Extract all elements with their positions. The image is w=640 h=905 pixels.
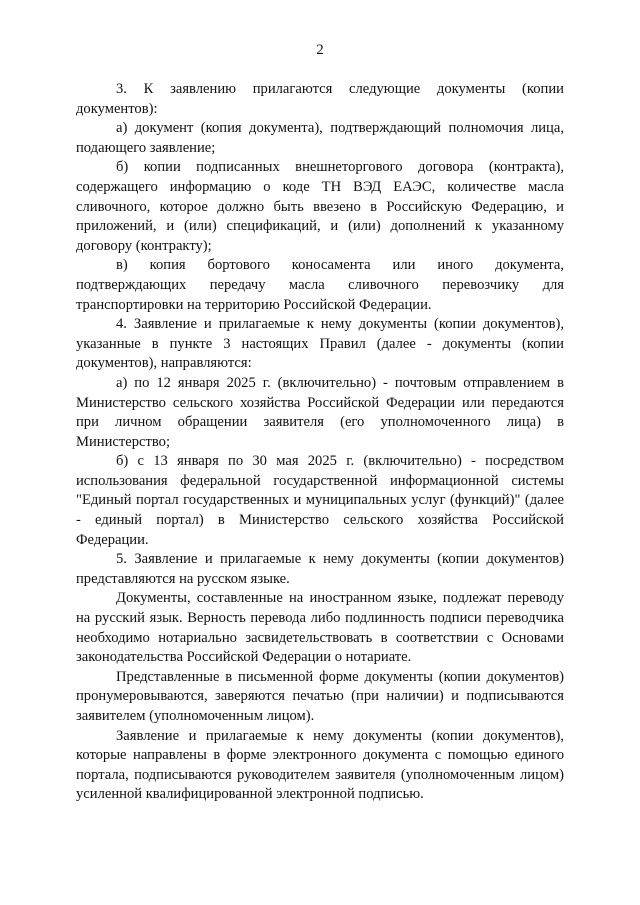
paragraph-4: 4. Заявление и прилагаемые к нему документы (копии документов), указанные в пункте 3 настоящих Правил (далее - документы (копии документов), направляются: [76,316,564,372]
paragraph-3v: в) копия бортового коносамента или иного документа, подтверждающих передачу масла сливочного перевозчику для транспортировки на территорию Российской Федерации. [76,257,564,313]
paragraph-4a: а) по 12 января 2025 г. (включительно) - почтовым отправлением в Министерство сельского хозяйства Российской Федерации или передаются при личном обращении заявителя (его уполномоченного лица) в Министерство; [76,374,564,450]
paragraph-3a: а) документ (копия документа), подтверждающий полномочия лица, подающего заявление; [76,120,564,156]
paragraph-3b: б) копии подписанных внешнеторгового договора (контракта), содержащего информацию о коде ТН ВЭД ЕАЭС, количестве масла сливочного, которое должно быть ввезено в Российскую Федерацию, и приложений, и (или) спецификаций, и (или) дополнений к указанному договору (контракту); [76,159,564,254]
paragraph-5-paper-docs: Представленные в письменной форме документы (копии документов) пронумеровываются, заверяются печатью (при наличии) и подписываются заявителем (уполномоченным лицом). [76,668,564,724]
paragraph-5-foreign-docs: Документы, составленные на иностранном языке, подлежат переводу на русский язык. Верность перевода либо подлинность подписи переводчика необходимо нотариально засвидетельствовать в соответствии с Основами законодательства Российской Федерации о нотариате. [76,590,564,666]
document-body [76,80,564,805]
paragraph-4b: б) с 13 января по 30 мая 2025 г. (включительно) - посредством использования федеральной государственной информационной системы "Единый портал государственных и муниципальных услуг (функций)" (далее - единый портал) в Министерство сельского хозяйства Российской Федерации. [76,453,564,548]
paragraph-5-electronic-docs: Заявление и прилагаемые к нему документы (копии документов), которые направлены в форме электронного документа с помощью единого портала, подписываются руководителем заявителя (уполномоченным лицом) усиленной квалифицированной электронной подписью. [76,727,564,803]
paragraph-5: 5. Заявление и прилагаемые к нему документы (копии документов) представляются на русском языке. [76,551,564,587]
paragraph-3: 3. К заявлению прилагаются следующие документы (копии документов): [76,81,564,117]
page-number: 2 [316,42,324,58]
